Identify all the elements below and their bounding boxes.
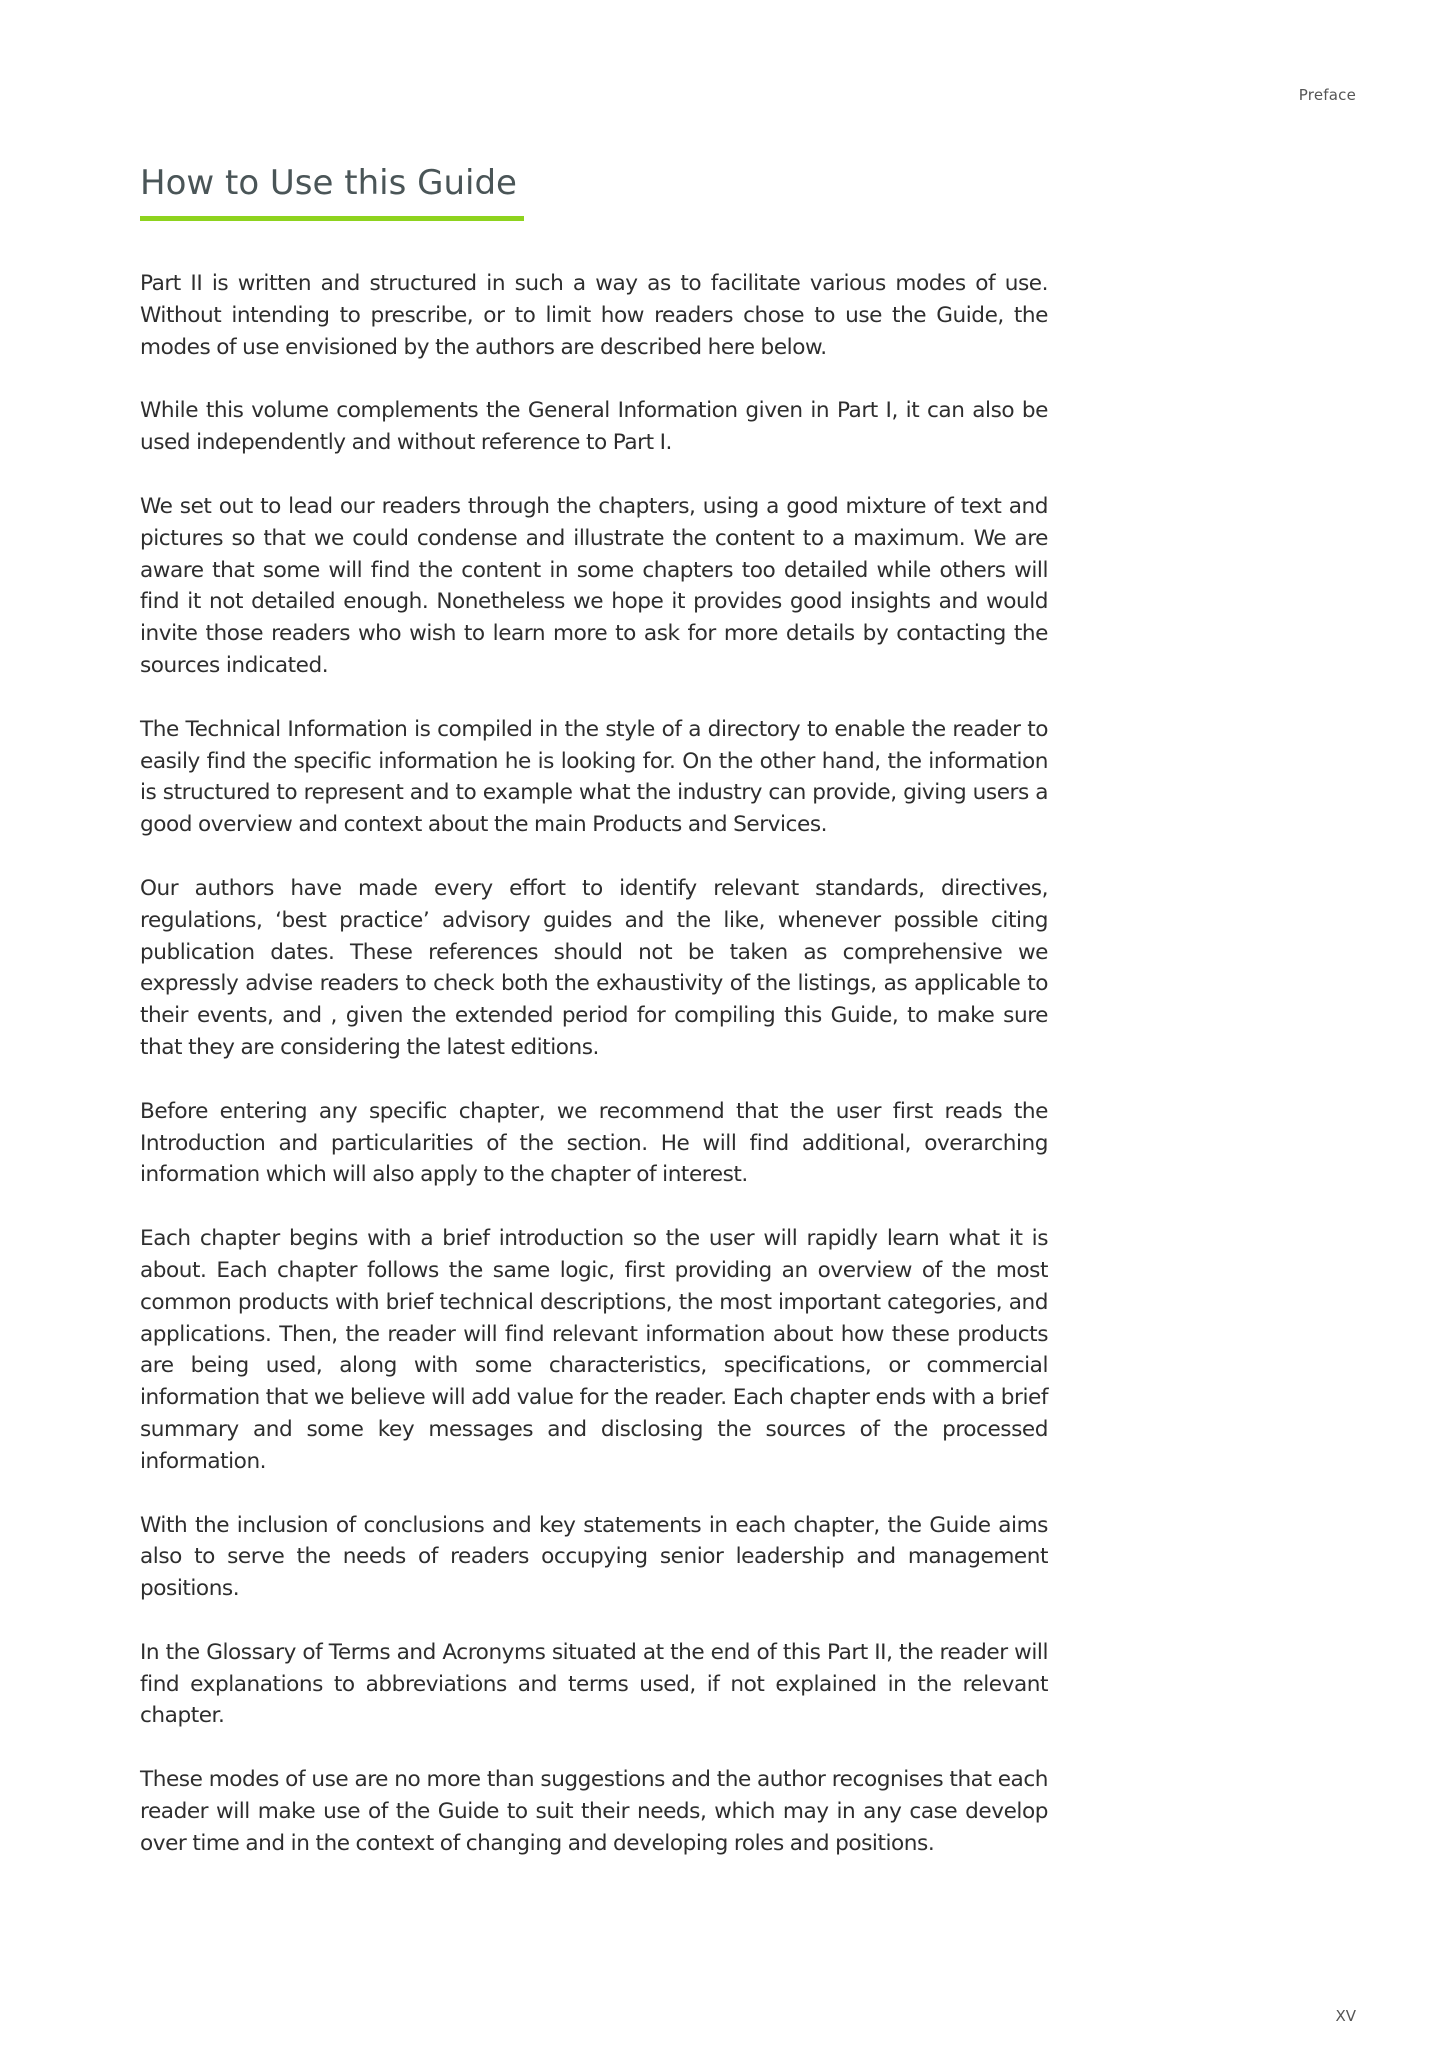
paragraph-6: Before entering any specific chapter, we recommend that the user first reads the Introduction and particularities of the section. He will find additional, overarching information which will also apply to the chapter of interest.	[140, 1098, 1048, 1188]
title-block	[140, 158, 525, 221]
paragraph-7: Each chapter begins with a brief introduction so the user will rapidly learn what it is about. Each chapter follows the same logic, first providing an overview of the most common products with brief technical descriptions, the most important categories, and applications. Then, the reader will find relevant information about how these products are being used, along with some characteristics, specifications, or commercial information that we believe will add value for the reader. Each chapter ends with a brief summary and some key messages and disclosing the sources of the processed information.	[140, 1226, 1048, 1474]
running-header: Preface	[1298, 86, 1356, 104]
paragraph-4: The Technical Information is compiled in the style of a directory to enable the reader to easily find the specific information he is looking for. On the other hand, the information is structured to represent and to example what the industry can provide, giving users a good overview and context about the main Products and Services.	[140, 716, 1048, 838]
body-text	[140, 268, 1048, 1892]
paragraph-1: Part II is written and structured in such a way as to facilitate various modes of use. Without intending to prescribe, or to limit how readers chose to use the Guide, the modes of use envisioned by the authors are described here below.	[140, 271, 1048, 360]
paragraph-8: With the inclusion of conclusions and key statements in each chapter, the Guide aims also to serve the needs of readers occupying senior leadership and management positions.	[140, 1512, 1048, 1602]
paragraph-5: Our authors have made every effort to identify relevant standards, directives, regulations, ‘best practice’ advisory guides and the like, whenever possible citing publication dates. These references should not be taken as comprehensive we expressly advise readers to check both the exhaustivity of the listings, as applicable to their events, and , given the extended period for compiling this Guide, to make sure that they are considering the latest editions.	[140, 875, 1048, 1060]
page-number: XV	[1335, 2007, 1356, 2025]
page-title: How to Use this Guide	[140, 163, 517, 203]
paragraph-3: We set out to lead our readers through the chapters, using a good mixture of text and pictures so that we could condense and illustrate the content to a maximum. We are aware that some will find the content in some chapters too detailed while others will find it not detailed enough. Nonetheless we hope it provides good insights and would invite those readers who wish to learn more to ask for more details by contacting the sources indicated.	[140, 493, 1048, 678]
paragraph-2: While this volume complements the General Information given in Part I, it can also be used independently and without reference to Part I.	[140, 398, 1048, 456]
paragraph-9: In the Glossary of Terms and Acronyms situated at the end of this Part II, the reader will find explanations to abbreviations and terms used, if not explained in the relevant chapter.	[140, 1639, 1048, 1729]
paragraph-10: These modes of use are no more than suggestions and the author recognises that each reader will make use of the Guide to suit their needs, which may in any case develop over time and in the context of changing and developing roles and positions.	[140, 1767, 1048, 1856]
title-underline	[140, 216, 524, 221]
